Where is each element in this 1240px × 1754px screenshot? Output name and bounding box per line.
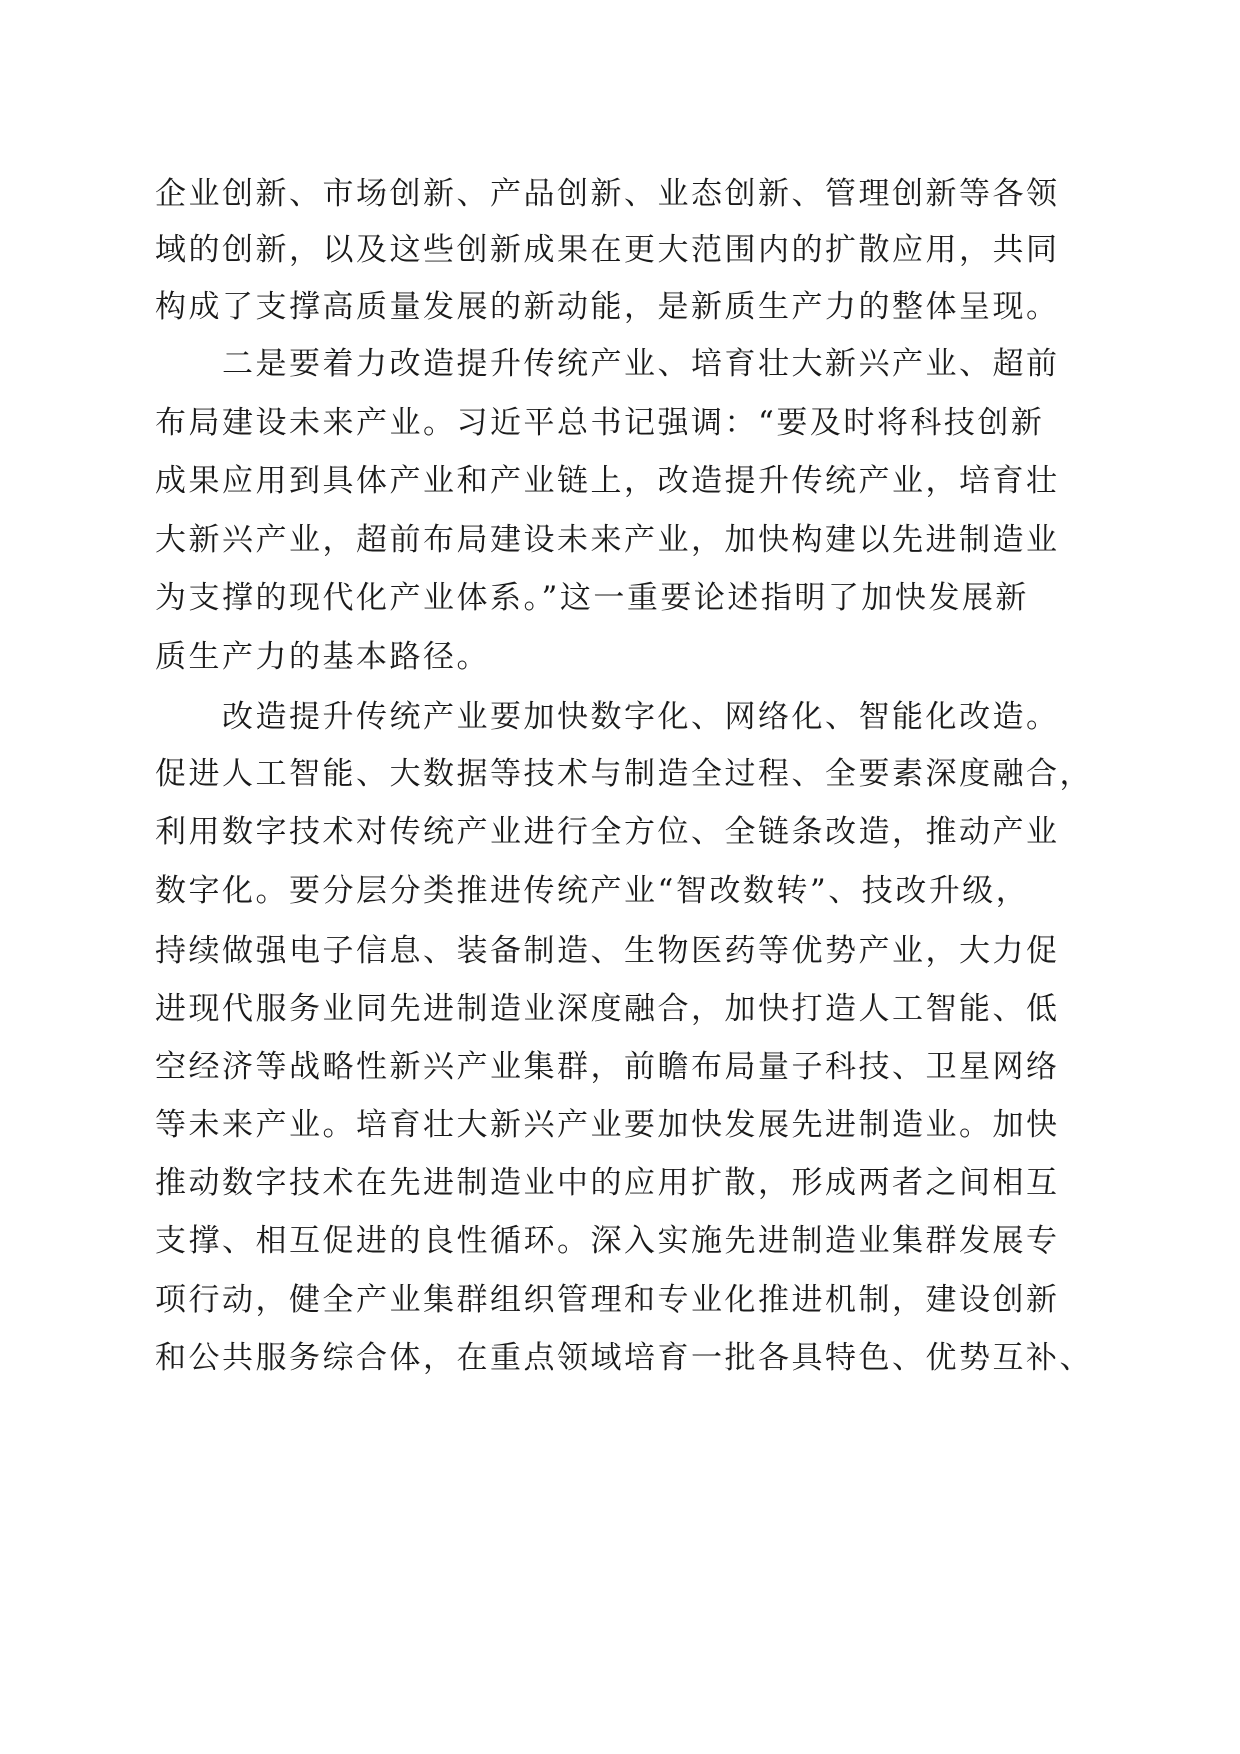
text-line: 域的创新，以及这些创新成果在更大范围内的扩散应用，共同: [155, 232, 1060, 268]
text-line: 布局建设未来产业。习近平总书记强调：“要及时将科技创新: [155, 405, 1045, 441]
paragraph-start-line: 改造提升传统产业要加快数字化、网络化、智能化改造。: [222, 699, 1060, 735]
text-line: 数字化。要分层分类推进传统产业“智改数转”、技改升级，: [155, 873, 1030, 909]
text-line: 项行动，健全产业集群组织管理和专业化推进机制，建设创新: [155, 1282, 1060, 1318]
text-line: 构成了支撑高质量发展的新动能，是新质生产力的整体呈现。: [155, 289, 1060, 325]
text-line: 大新兴产业，超前布局建设未来产业，加快构建以先进制造业: [155, 522, 1060, 558]
text-line: 支撑、相互促进的良性循环。深入实施先进制造业集群发展专: [155, 1223, 1060, 1259]
text-line: 质生产力的基本路径。: [155, 639, 490, 675]
text-line: 为支撑的现代化产业体系。”这一重要论述指明了加快发展新: [155, 580, 1029, 616]
text-line: 成果应用到具体产业和产业链上，改造提升传统产业，培育壮: [155, 463, 1060, 499]
text-line: 持续做强电子信息、装备制造、生物医药等优势产业，大力促: [155, 933, 1060, 969]
paragraph-start-line: 二是要着力改造提升传统产业、培育壮大新兴产业、超前: [222, 346, 1060, 382]
text-line: 推动数字技术在先进制造业中的应用扩散，形成两者之间相互: [155, 1165, 1060, 1201]
text-line: 利用数字技术对传统产业进行全方位、全链条改造，推动产业: [155, 814, 1060, 850]
text-line: 和公共服务综合体，在重点领域培育一批各具特色、优势互补、: [155, 1340, 1093, 1376]
text-line: 空经济等战略性新兴产业集群，前瞻布局量子科技、卫星网络: [155, 1049, 1060, 1085]
text-line: 等未来产业。培育壮大新兴产业要加快发展先进制造业。加快: [155, 1107, 1060, 1143]
text-line: 进现代服务业同先进制造业深度融合，加快打造人工智能、低: [155, 991, 1060, 1027]
text-line: 企业创新、市场创新、产品创新、业态创新、管理创新等各领: [155, 176, 1060, 212]
text-line: 促进人工智能、大数据等技术与制造全过程、全要素深度融合，: [155, 756, 1093, 792]
